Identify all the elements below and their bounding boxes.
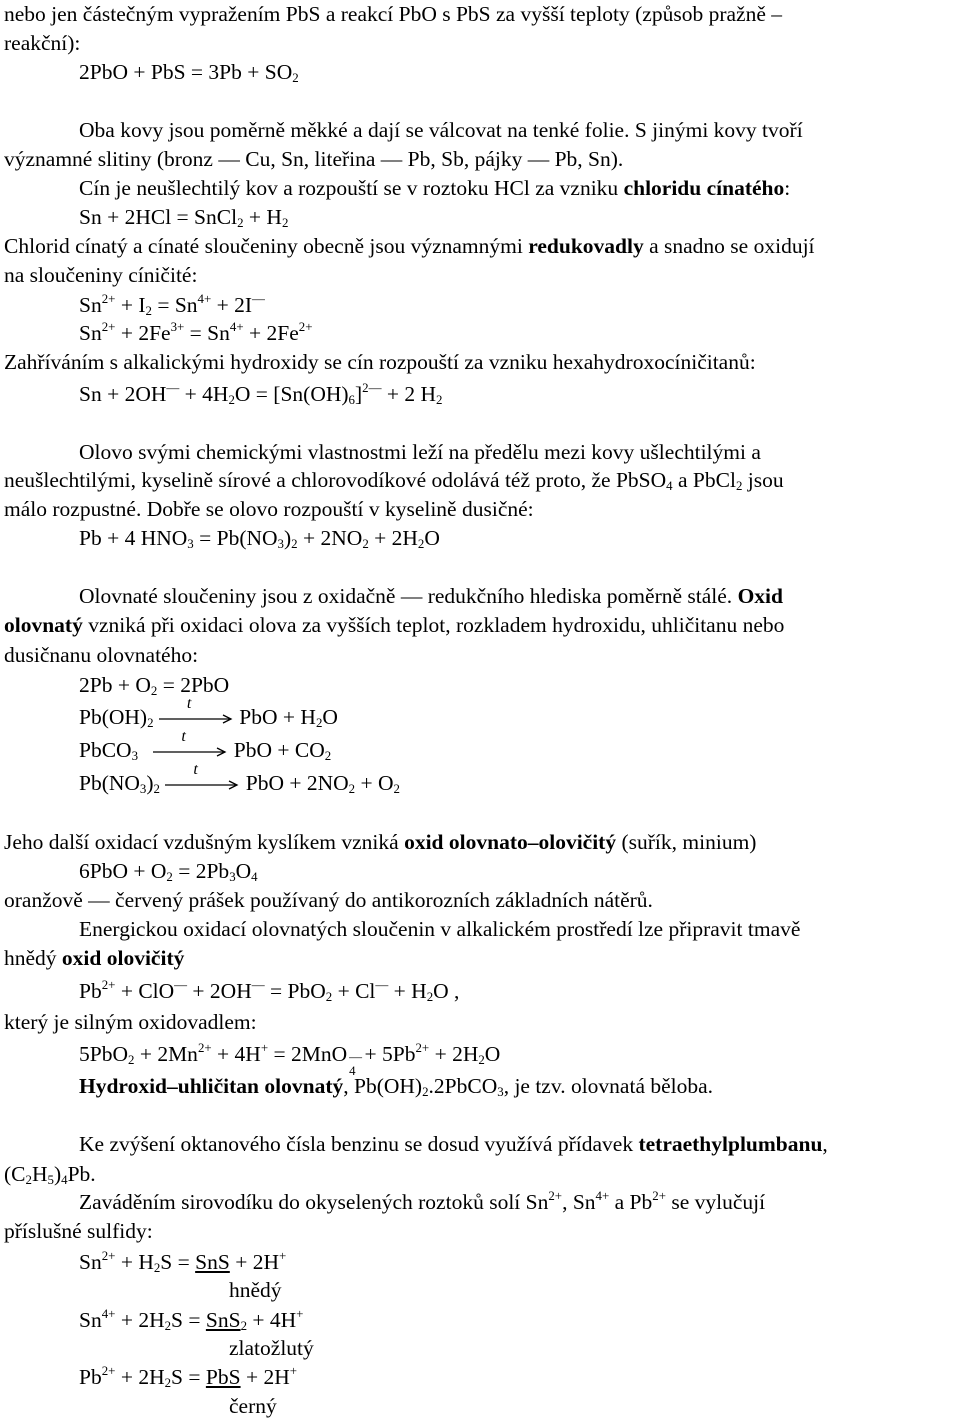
text-line: Oba kovy jsou poměrně měkké a dají se válcovat na tenké folie. S jinými kovy tvoří	[79, 118, 803, 142]
text-line: Jeho další oxidací vzdušným kyslíkem vzniká oxid olovnato–olovičitý (suřík, minium)	[4, 830, 757, 854]
text-line: Zaváděním sirovodíku do okyselených roztoků solí $Sn^{2+}$, $Sn^{4+}$ a $Pb^{2+}$ se vylučují	[79, 1188, 766, 1214]
text-line: Zahříváním s alkalickými hydroxidy se cín rozpouští za vzniku hexahydroxocíničitanů:	[4, 350, 756, 374]
sulfide-color: hnědý	[229, 1278, 282, 1302]
text-line: olovnatý vzniká při oxidaci olova za vyšších teplot, rozkladem hydroxidu, uhličitanu nebo	[4, 613, 785, 637]
heat-arrow: t	[159, 708, 234, 730]
text-line: příslušné sulfidy:	[4, 1219, 153, 1243]
equation: 2PbO + PbS = $3Pb + SO_2$	[79, 60, 299, 86]
equation: $2Pb + O_2 = 2PbO$	[79, 673, 230, 699]
equation: Sn + 2HCl = SnCl$_2$ + $H_2$	[79, 205, 289, 231]
text-line: Olovo svými chemickými vlastnostmi leží na předělu mezi kovy ušlechtilými a	[79, 440, 761, 464]
equation: $Sn^{2+} + H_2S$ = SnS + 2H+	[79, 1248, 287, 1276]
text-line: Chlorid cínatý a cínaté sloučeniny obecně jsou významnými redukovadly a snadno se oxidují	[4, 234, 815, 258]
sulfide-color: zlatožlutý	[229, 1336, 314, 1360]
text-line: Energickou oxidací olovnatých sloučenin v alkalickém prostředí lze připravit tmavě	[79, 917, 801, 941]
sulfide-color: černý	[229, 1394, 277, 1418]
equation: $Sn^{2+} + I_2 = Sn^{4+} + 2I^—$	[79, 291, 265, 319]
heat-arrow: t	[165, 774, 240, 796]
equation: $Pb^{2+} + 2H_2S$ = PbS + 2H+	[79, 1363, 297, 1391]
text-line: hnědý oxid olovičitý	[4, 946, 185, 970]
text-line: dusičnanu olovnatého:	[4, 643, 199, 667]
text-line: Ke zvýšení oktanového čísla benzinu se dosud využívá přídavek tetraethylplumbanu,	[79, 1132, 828, 1156]
equation: PbCO$_3$ t PbO + $CO_2$	[79, 728, 332, 764]
equation: $Sn^{4+} + 2H_2S = SnS_2 + 4H^+$	[79, 1306, 304, 1334]
text-line: nebo jen částečným vypražením PbS a reakcí PbO s PbS za vyšší teploty (způsob pražně –	[4, 2, 782, 26]
equation: $Sn + 2OH^— + 4H_2O = [Sn(OH)_6]^{2—} + 2$ $H_2$	[79, 380, 443, 408]
equation: $6PbO + O_2 = 2Pb_3O_4$	[79, 859, 258, 885]
text-line: reakční):	[4, 31, 81, 55]
equation: $Pb(NO_3)_2$ t PbO + $2NO_2 + O_2$	[79, 761, 400, 797]
text-line: který je silným oxidovadlem:	[4, 1010, 257, 1034]
equation: Pb + 4 $HNO_3 = Pb(NO_3)_2 + 2NO_2 + 2H_2O$	[79, 526, 440, 552]
text-line: neušlechtilými, kyselině sírové a chlorovodíkové odolává též proto, že PbSO$_4$ a PbCl$_2$ jsou	[4, 468, 784, 494]
text-line: málo rozpustné. Dobře se olovo rozpouští v kyselině dusičné:	[4, 497, 534, 521]
text-line: oranžově — červený prášek používaný do antikorozních základních nátěrů.	[4, 888, 653, 912]
equation: $Pb^{2+} + ClO^— + 2OH^— = PbO_2 + Cl^— + H_2O$ ,	[79, 977, 460, 1005]
equation: $Pb(OH)_2$ t PbO + $H_2O$	[79, 695, 338, 731]
heat-arrow: t	[143, 741, 228, 763]
formula-line: $(C_2H_5)_4Pb$.	[4, 1162, 96, 1188]
equation: $Sn^{2+} + 2Fe^{3+} = Sn^{4+} + 2Fe^{2+}$	[79, 319, 313, 345]
text-line: Olovnaté sloučeniny jsou z oxidačně — redukčního hlediska poměrně stálé. Oxid	[79, 584, 783, 608]
text-line: Hydroxid–uhličitan olovnatý, $Pb(OH)_2.2PbCO_3$, je tzv. olovnatá běloba.	[79, 1074, 714, 1100]
equation: $5PbO_2 + 2Mn^{2+} + 4H^+ = 2MnO$ — 4 + $5Pb^{2+} + 2H_2O$	[79, 1040, 501, 1078]
text-line: významné slitiny (bronz — Cu, Sn, liteřina — Pb, Sb, pájky — Pb, Sn).	[4, 147, 624, 171]
text-line: na sloučeniny cíničité:	[4, 263, 198, 287]
text-line: Cín je neušlechtilý kov a rozpouští se v roztoku HCl za vzniku chloridu cínatého:	[79, 176, 791, 200]
